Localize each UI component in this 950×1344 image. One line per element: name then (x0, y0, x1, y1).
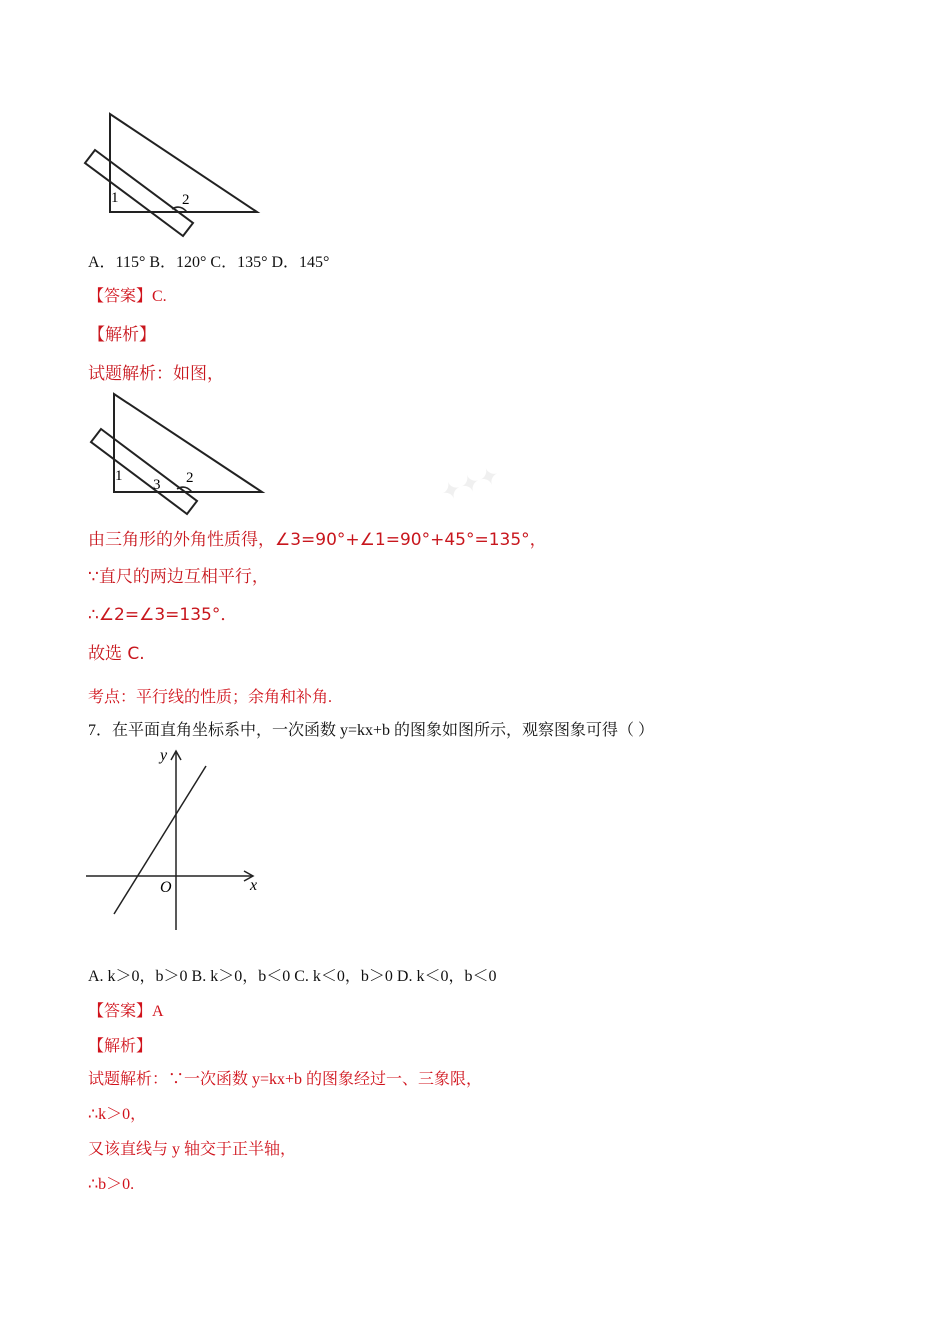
origin-label: O (160, 879, 172, 896)
fig2-label-1: 1 (115, 468, 123, 484)
q6-options: A．115° B．120° C．135° D．145° (88, 254, 330, 271)
fig1-label-2: 2 (182, 192, 190, 208)
ruler (91, 429, 197, 514)
linear-function-graph (80, 740, 270, 935)
triangle-ruler-figure-1 (80, 108, 270, 243)
q7-question: 7．在平面直角坐标系中，一次函数 y=kx+b 的图象如图所示，观察图象可得（ ） (88, 722, 655, 739)
q6-knowledge-point: 考点：平行线的性质；余角和补角. (88, 689, 333, 706)
q6-step-2: ∵直尺的两边互相平行， (88, 567, 269, 587)
x-axis-label: x (250, 877, 258, 894)
triangle-ruler-figure-2 (84, 388, 274, 518)
q7-analysis-heading: 【解析】 (88, 1038, 153, 1055)
y-axis-label: y (160, 747, 168, 764)
q7-analysis-line-2: ∴k＞0， (88, 1106, 147, 1123)
q6-answer: 【答案】C. (88, 288, 167, 305)
q6-step-1: 由三角形的外角性质得，∠3=90°+∠1=90°+45°=135°， (88, 530, 547, 550)
q7-analysis-line-4: ∴b＞0. (88, 1176, 135, 1193)
watermark: ✦✦✦ (437, 460, 504, 508)
q7-analysis-line-1: 试题解析：∵一次函数 y=kx+b 的图象经过一、三象限， (88, 1071, 483, 1088)
q6-step-3: ∴∠2=∠3=135°． (88, 605, 238, 625)
q6-analysis-heading: 【解析】 (88, 325, 156, 345)
q7-analysis-line-3: 又该直线与 y 轴交于正半轴， (88, 1141, 297, 1158)
q7-answer: 【答案】A (88, 1003, 164, 1020)
fig2-label-3: 3 (153, 477, 161, 493)
fig2-label-2: 2 (186, 470, 194, 486)
fig1-label-1: 1 (111, 190, 119, 206)
q7-options: A. k＞0，b＞0 B. k＞0，b＜0 C. k＜0，b＞0 D. k＜0，b＜0 (88, 968, 497, 985)
ruler (85, 150, 193, 236)
q6-conclusion: 故选 C. (88, 644, 145, 664)
q6-analysis-intro: 试题解析：如图， (88, 364, 224, 384)
